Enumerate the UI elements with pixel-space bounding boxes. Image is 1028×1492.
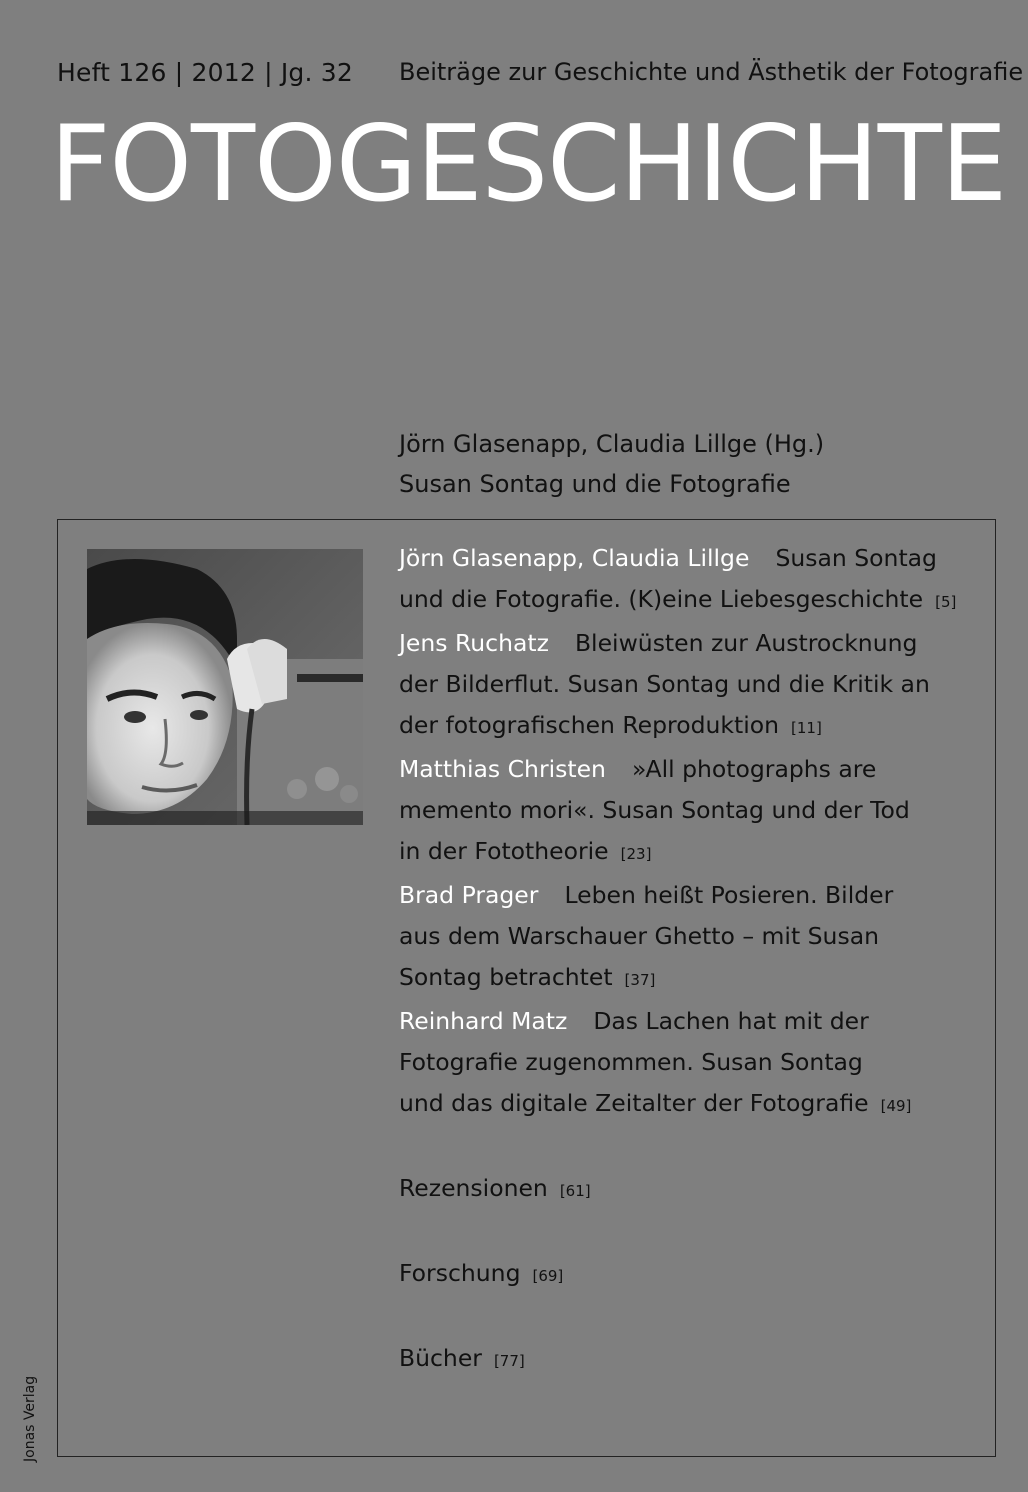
issue-heading [399, 424, 824, 504]
publisher-name: Jonas Verlag [22, 1375, 38, 1462]
toc-section-label: Bücher [399, 1344, 482, 1372]
cover-portrait-photo [87, 549, 363, 825]
toc-title: aus dem Warschauer Ghetto – mit Susan [399, 922, 879, 950]
issue-editors: Jörn Glasenapp, Claudia Lillge (Hg.) [399, 430, 825, 458]
issue-info: Heft 126 | 2012 | Jg. 32 [57, 58, 354, 87]
toc-title: Susan Sontag [775, 544, 937, 572]
toc-page-number: [61] [559, 1182, 591, 1200]
toc-entry[interactable] [399, 538, 959, 623]
toc-title: und das digitale Zeitalter der Fotografie [399, 1089, 869, 1117]
toc-page-number: [23] [620, 845, 652, 863]
toc-author: Jens Ruchatz [399, 629, 549, 657]
toc-title: »All photographs are [631, 755, 877, 783]
toc-title: memento mori«. Susan Sontag und der Tod [399, 796, 910, 824]
toc-title: Sontag betrachtet [399, 963, 613, 991]
toc-section-reviews[interactable] [399, 1168, 959, 1212]
toc-title: in der Fototheorie [399, 837, 609, 865]
toc-entry[interactable] [399, 749, 959, 875]
toc-section-research[interactable] [399, 1253, 959, 1297]
table-of-contents [399, 538, 959, 1382]
toc-title: Das Lachen hat mit der [593, 1007, 869, 1035]
toc-title: Bleiwüsten zur Austrocknung [574, 629, 918, 657]
toc-section-books[interactable] [399, 1338, 959, 1382]
toc-author: Reinhard Matz [399, 1007, 568, 1035]
toc-page-number: [77] [493, 1352, 525, 1370]
portrait-image [87, 549, 363, 825]
toc-title: und die Fotografie. (K)eine Liebesgeschichte [399, 585, 924, 613]
toc-entry[interactable] [399, 623, 959, 749]
toc-entry[interactable] [399, 1001, 959, 1127]
toc-title: der Bilderflut. Susan Sontag und die Kritik an [399, 670, 930, 698]
toc-title: Fotografie zugenommen. Susan Sontag [399, 1048, 863, 1076]
toc-page-number: [37] [624, 971, 656, 989]
toc-page-number: [11] [791, 719, 822, 737]
issue-theme: Susan Sontag und die Fotografie [399, 470, 791, 498]
toc-author: Jörn Glasenapp, Claudia Lillge [399, 544, 750, 572]
toc-title: Leben heißt Posieren. Bilder [564, 881, 894, 909]
magazine-title: FOTOGESCHICHTE [50, 103, 1007, 225]
toc-author: Matthias Christen [399, 755, 606, 783]
toc-entry[interactable] [399, 875, 959, 1001]
series-subtitle: Beiträge zur Geschichte und Ästhetik der Fotografie [399, 58, 1024, 86]
toc-section-label: Rezensionen [399, 1174, 548, 1202]
toc-title: der fotografischen Reproduktion [399, 711, 780, 739]
toc-page-number: [49] [880, 1097, 912, 1115]
toc-section-label: Forschung [399, 1259, 521, 1287]
toc-page-number: [69] [532, 1267, 564, 1285]
toc-page-number: [5] [935, 593, 957, 611]
toc-author: Brad Prager [399, 881, 539, 909]
